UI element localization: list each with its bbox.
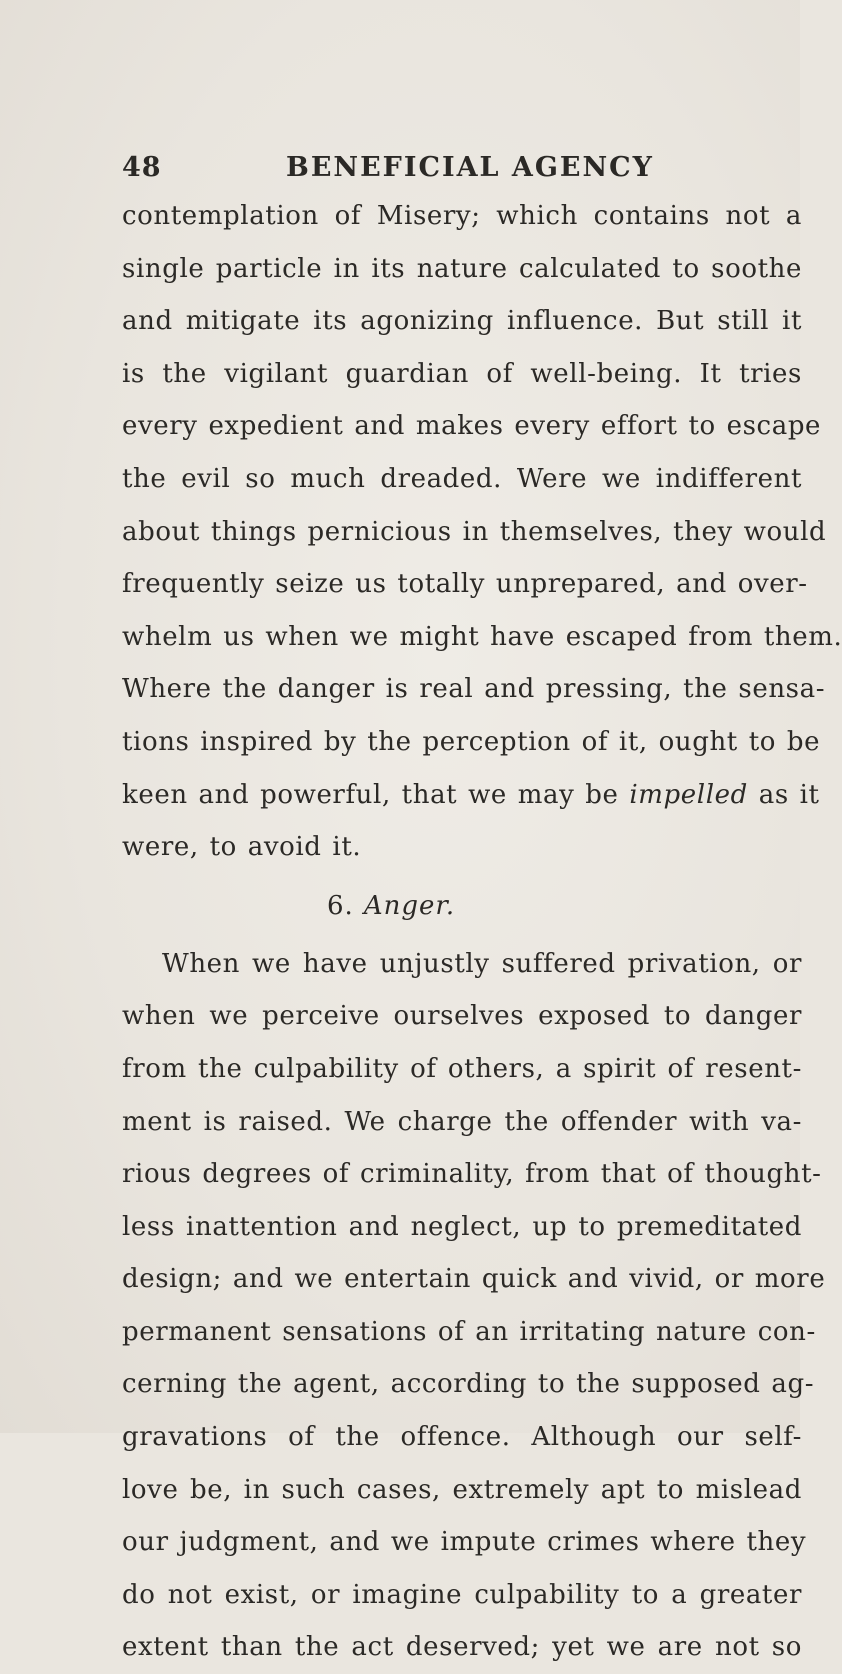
text-line: cerning the agent, according to the supposed ag- — [122, 1369, 815, 1400]
text-line: the evil so much dreaded. Were we indifferent — [122, 463, 802, 494]
text-line: love be, in such cases, extremely apt to mislead — [122, 1474, 802, 1505]
paragraph-2 — [122, 938, 826, 1674]
section-number: 6. — [327, 890, 354, 921]
page-body — [122, 190, 842, 1674]
text-line — [122, 769, 820, 822]
text-line: when we perceive ourselves exposed to danger — [122, 1001, 802, 1032]
text-line: and mitigate its agonizing influence. But still it — [122, 306, 802, 337]
running-title: BENEFICIAL AGENCY — [286, 152, 654, 183]
text-line: contemplation of Misery; which contains not a — [122, 201, 802, 231]
text-line: is the vigilant guardian of well-being. It tries — [122, 358, 802, 389]
section-heading — [122, 874, 802, 938]
text-line: When we have unjustly suffered privation, or — [162, 948, 802, 979]
italic-word: impelled — [629, 779, 748, 810]
text-line: gravations of the offence. Although our self- — [122, 1422, 802, 1453]
text-line: less inattention and neglect, up to premeditated — [122, 1211, 802, 1242]
text-line: tions inspired by the perception of it, ought to be — [122, 726, 821, 757]
paragraph-1 — [122, 190, 842, 874]
text-line: Where the danger is real and pressing, the sensa- — [122, 674, 826, 705]
text-segment: keen and powerful, that we may be — [122, 779, 630, 810]
text-line: about things pernicious in themselves, they would — [122, 516, 827, 547]
section-title: Anger. — [363, 890, 456, 921]
text-line: frequently seize us totally unprepared, and over- — [122, 569, 808, 600]
text-line: design; and we entertain quick and vivid, or more — [122, 1264, 826, 1295]
text-line: our judgment, and we impute crimes where they — [122, 1527, 807, 1558]
text-line: permanent sensations of an irritating nature con- — [122, 1316, 816, 1347]
text-line: were, to avoid it. — [122, 832, 362, 863]
page-header — [0, 152, 800, 192]
text-line: rious degrees of criminality, from that of thought- — [122, 1159, 822, 1190]
text-line: ment is raised. We charge the offender with va- — [122, 1106, 802, 1137]
text-line: do not exist, or imagine culpability to a greater — [122, 1579, 802, 1610]
text-line: extent than the act deserved; yet we are not so — [122, 1632, 802, 1663]
text-line: from the culpability of others, a spirit of resent- — [122, 1053, 802, 1084]
text-segment: as it — [747, 779, 820, 810]
text-line: single particle in its nature calculated to soothe — [122, 253, 802, 284]
text-line: every expedient and makes every effort to escape — [122, 411, 822, 442]
text-line: whelm us when we might have escaped from them. — [122, 621, 842, 652]
page-number: 48 — [122, 152, 162, 183]
